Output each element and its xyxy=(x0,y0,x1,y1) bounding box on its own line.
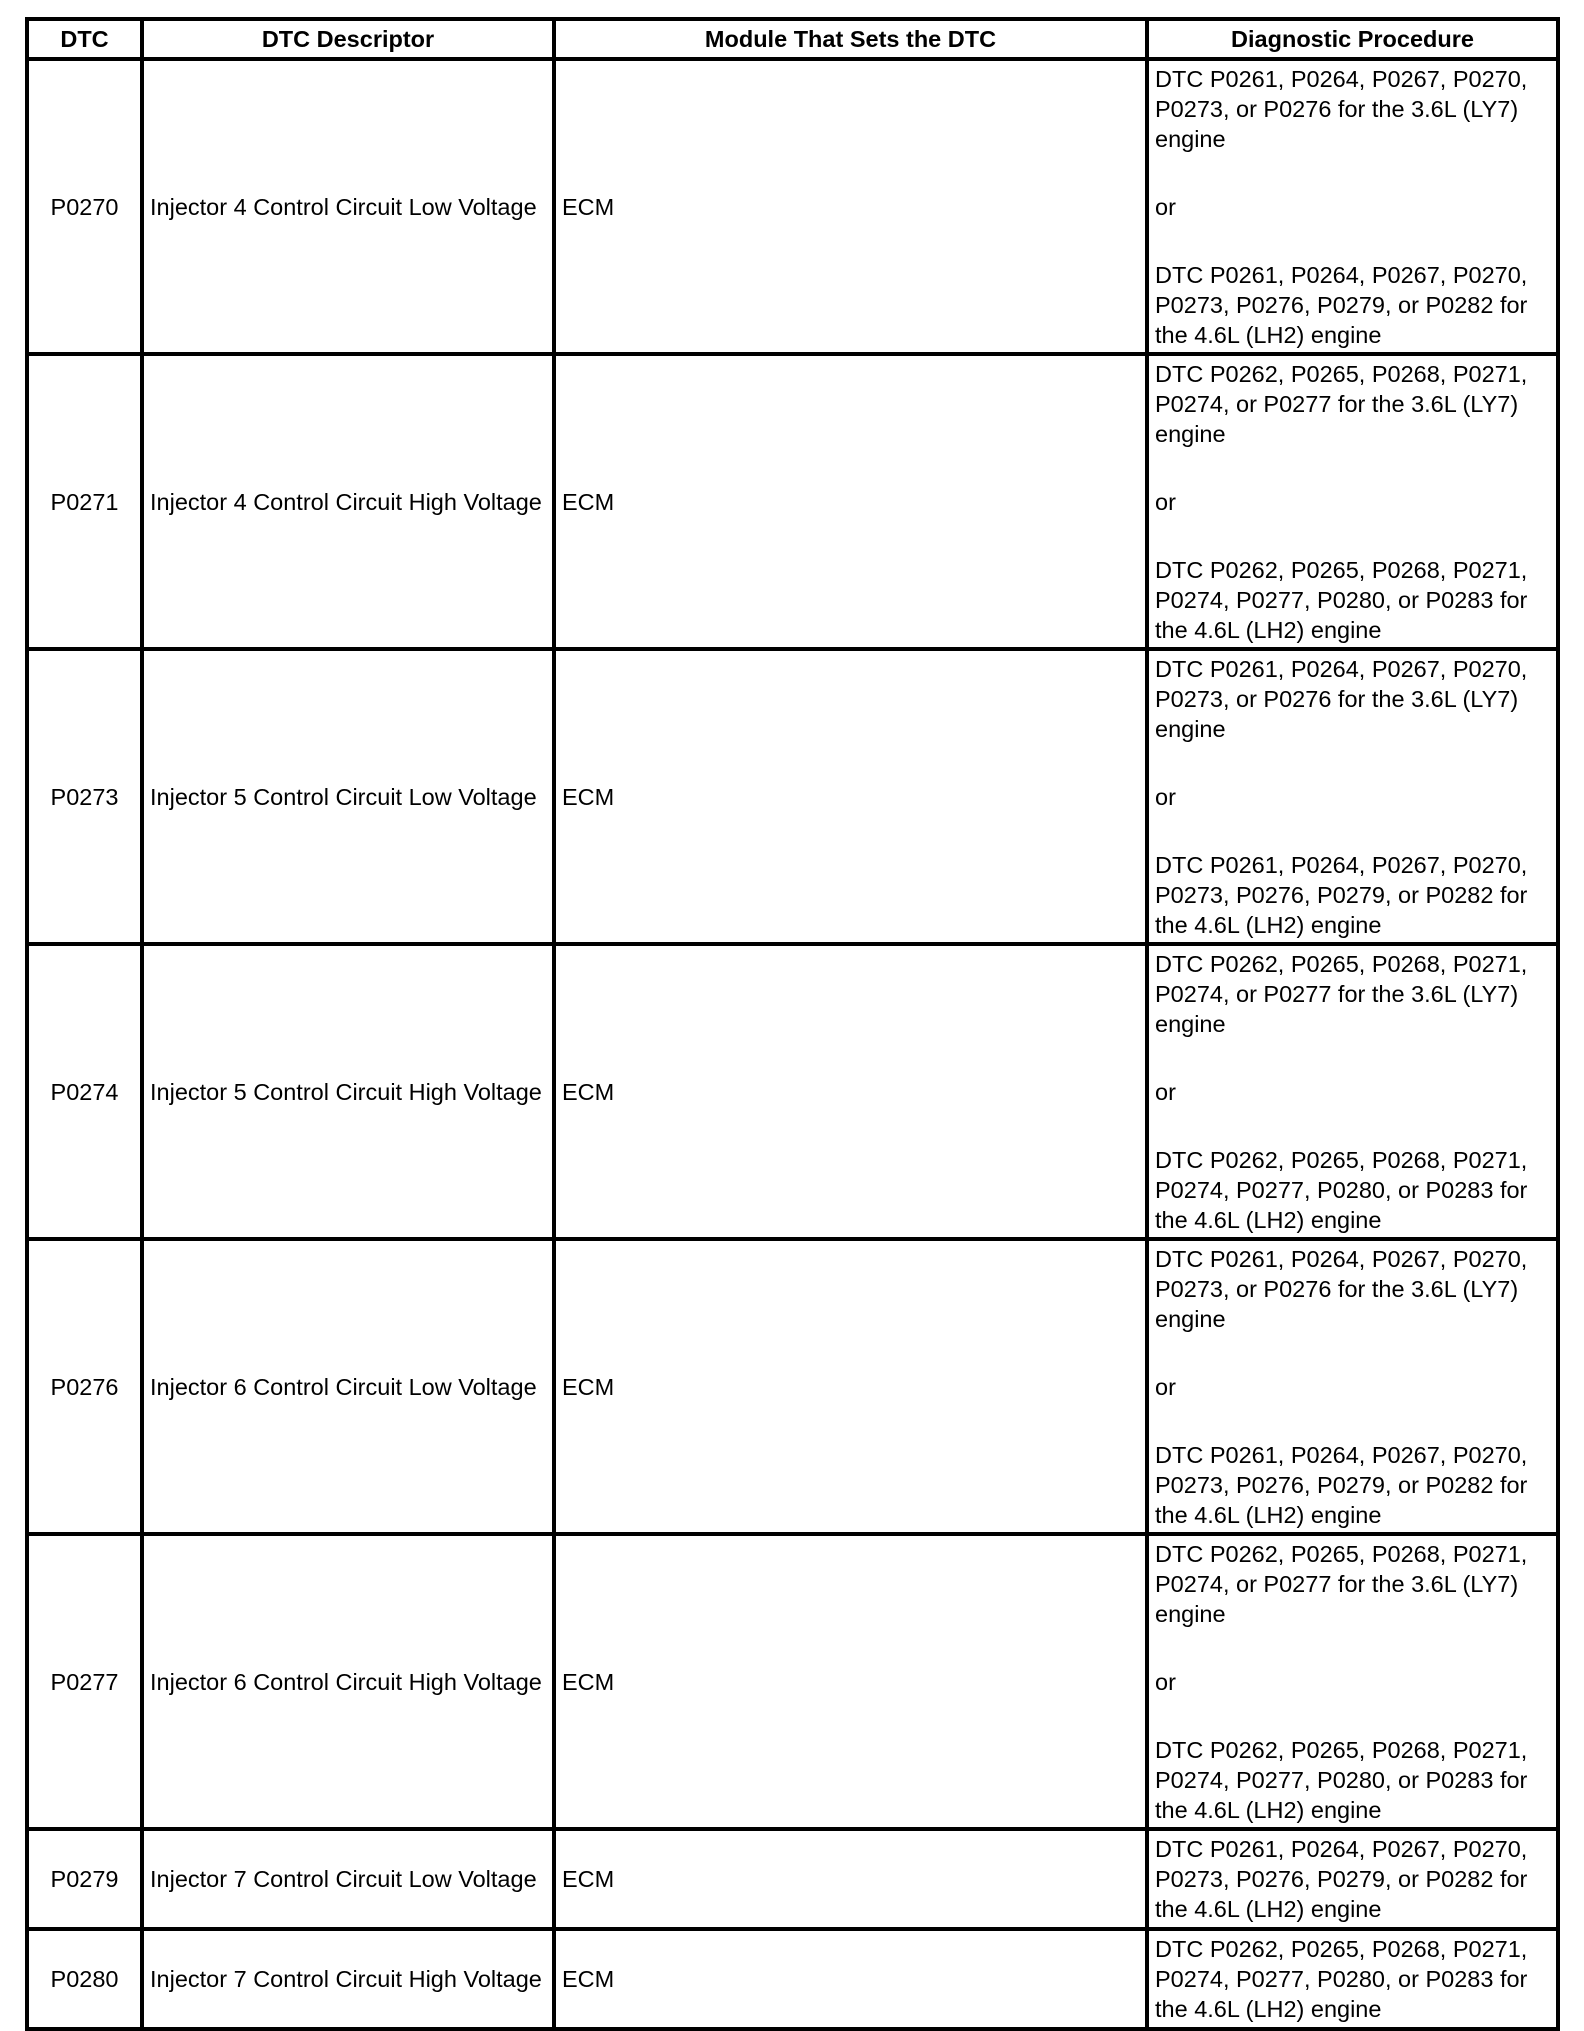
diagnostic-procedure xyxy=(1147,59,1558,354)
procedure-link[interactable]: DTC P0261, P0264, P0267, P0270, P0273, or P0276 for the 3.6L (LY7) engine xyxy=(1155,1245,1528,1332)
module-name: ECM xyxy=(554,59,1147,354)
procedure-or: or xyxy=(1155,488,1176,515)
procedure-link[interactable]: DTC P0262, P0265, P0268, P0271, P0274, P0277, P0280, or P0283 for the 4.6L (LH2) engine xyxy=(1155,1146,1528,1233)
dtc-table xyxy=(25,17,1560,2031)
dtc-code: P0276 xyxy=(27,1239,142,1534)
diagnostic-procedure xyxy=(1147,1534,1558,1829)
procedure-link[interactable]: DTC P0262, P0265, P0268, P0271, P0274, or P0277 for the 3.6L (LY7) engine xyxy=(1155,1540,1528,1627)
diagnostic-procedure xyxy=(1147,1929,1558,2029)
procedure-link[interactable]: DTC P0261, P0264, P0267, P0270, P0273, or P0276 for the 3.6L (LY7) engine xyxy=(1155,655,1528,742)
dtc-descriptor: Injector 5 Control Circuit Low Voltage xyxy=(142,649,554,944)
module-name: ECM xyxy=(554,1929,1147,2029)
procedure-or: or xyxy=(1155,1078,1176,1105)
dtc-code: P0274 xyxy=(27,944,142,1239)
dtc-code: P0279 xyxy=(27,1829,142,1929)
diagnostic-procedure xyxy=(1147,944,1558,1239)
table-row xyxy=(27,944,1558,1239)
table-row xyxy=(27,59,1558,354)
table-row xyxy=(27,649,1558,944)
module-name: ECM xyxy=(554,1829,1147,1929)
dtc-descriptor: Injector 6 Control Circuit Low Voltage xyxy=(142,1239,554,1534)
procedure-or: or xyxy=(1155,1668,1176,1695)
header-row xyxy=(27,19,1558,59)
table-row xyxy=(27,1829,1558,1929)
module-name: ECM xyxy=(554,649,1147,944)
procedure-link[interactable]: DTC P0262, P0265, P0268, P0271, P0274, P0277, P0280, or P0283 for the 4.6L (LH2) engine xyxy=(1155,556,1528,643)
procedure-or: or xyxy=(1155,783,1176,810)
procedure-link[interactable]: DTC P0262, P0265, P0268, P0271, P0274, or P0277 for the 3.6L (LY7) engine xyxy=(1155,950,1528,1037)
procedure-link[interactable]: DTC P0262, P0265, P0268, P0271, P0274, P0277, P0280, or P0283 for the 4.6L (LH2) engine xyxy=(1155,1736,1528,1823)
procedure-link[interactable]: DTC P0261, P0264, P0267, P0270, P0273, or P0276 for the 3.6L (LY7) engine xyxy=(1155,65,1528,152)
module-name: ECM xyxy=(554,1534,1147,1829)
procedure-link[interactable]: DTC P0262, P0265, P0268, P0271, P0274, or P0277 for the 3.6L (LY7) engine xyxy=(1155,360,1528,447)
table-row xyxy=(27,354,1558,649)
procedure-link[interactable]: DTC P0261, P0264, P0267, P0270, P0273, P0276, P0279, or P0282 for the 4.6L (LH2) engine xyxy=(1155,1441,1528,1528)
dtc-descriptor: Injector 7 Control Circuit Low Voltage xyxy=(142,1829,554,1929)
diagnostic-procedure xyxy=(1147,1239,1558,1534)
dtc-descriptor: Injector 6 Control Circuit High Voltage xyxy=(142,1534,554,1829)
procedure-link[interactable]: DTC P0261, P0264, P0267, P0270, P0273, P0276, P0279, or P0282 for the 4.6L (LH2) engine xyxy=(1155,261,1528,348)
procedure-or: or xyxy=(1155,1373,1176,1400)
dtc-code: P0277 xyxy=(27,1534,142,1829)
procedure-link[interactable]: DTC P0262, P0265, P0268, P0271, P0274, P0277, P0280, or P0283 for the 4.6L (LH2) engine xyxy=(1155,1936,1528,2022)
module-name: ECM xyxy=(554,1239,1147,1534)
dtc-descriptor: Injector 5 Control Circuit High Voltage xyxy=(142,944,554,1239)
dtc-code: P0270 xyxy=(27,59,142,354)
procedure-or: or xyxy=(1155,193,1176,220)
module-name: ECM xyxy=(554,944,1147,1239)
module-name: ECM xyxy=(554,354,1147,649)
diagnostic-procedure xyxy=(1147,649,1558,944)
header-procedure: Diagnostic Procedure xyxy=(1147,19,1558,59)
table-row xyxy=(27,1534,1558,1829)
dtc-descriptor: Injector 4 Control Circuit High Voltage xyxy=(142,354,554,649)
diagnostic-procedure xyxy=(1147,1829,1558,1929)
diagnostic-procedure xyxy=(1147,354,1558,649)
dtc-descriptor: Injector 4 Control Circuit Low Voltage xyxy=(142,59,554,354)
table-row xyxy=(27,1929,1558,2029)
procedure-link[interactable]: DTC P0261, P0264, P0267, P0270, P0273, P0276, P0279, or P0282 for the 4.6L (LH2) engine xyxy=(1155,1836,1528,1922)
dtc-code: P0271 xyxy=(27,354,142,649)
procedure-link[interactable]: DTC P0261, P0264, P0267, P0270, P0273, P0276, P0279, or P0282 for the 4.6L (LH2) engine xyxy=(1155,851,1528,938)
header-descriptor: DTC Descriptor xyxy=(142,19,554,59)
dtc-descriptor: Injector 7 Control Circuit High Voltage xyxy=(142,1929,554,2029)
table-row xyxy=(27,1239,1558,1534)
dtc-code: P0280 xyxy=(27,1929,142,2029)
header-module: Module That Sets the DTC xyxy=(554,19,1147,59)
dtc-code: P0273 xyxy=(27,649,142,944)
header-dtc: DTC xyxy=(27,19,142,59)
